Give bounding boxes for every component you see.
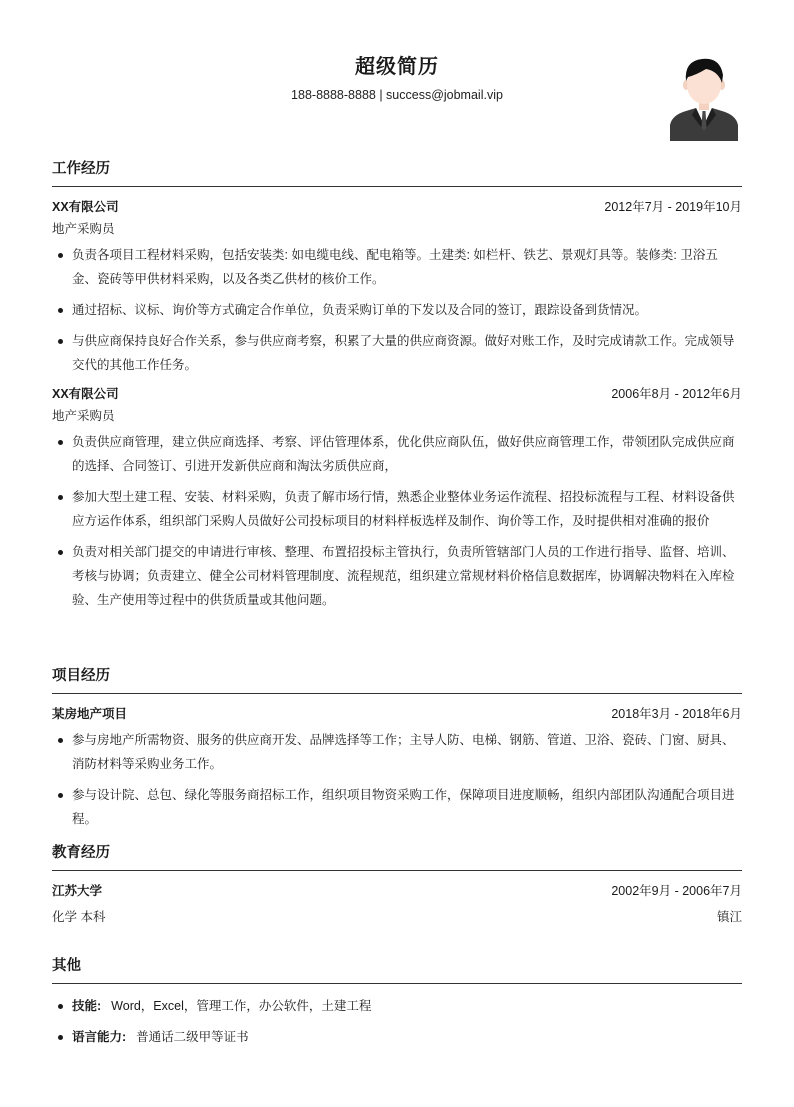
project-dates: 2018年3月 - 2018年6月 [611,707,742,721]
list-item [52,994,742,1018]
education-dates: 2002年9月 - 2006年7月 [611,884,742,898]
skills-label: 技能: [72,999,102,1013]
job-dates: 2006年8月 - 2012年6月 [611,387,742,401]
job-entry [52,197,742,377]
education-section [52,842,742,927]
list-item: 负责对相关部门提交的申请进行审核、整理、布置招投标主管执行，负责所管辖部门人员的工作进行指导、监督、培训、考核与协调；负责建立、健全公司材料管理制度、流程规范，组织建立常规材料价格信息数据库，协调解决物料在入库检验、生产使用等过程中的供货质量或其他问题。 [52,540,742,612]
list-item: 参与设计院、总包、绿化等服务商招标工作，组织项目物资采购工作，保障项目进度顺畅，组织内部团队沟通配合项目进程。 [52,783,742,831]
list-item: 负责各项目工程材料采购，包括安装类: 如电缆电线、配电箱等。土建类: 如栏杆、铁艺、景观灯具等。装修类: 卫浴五金、瓷砖等甲供材料采购，以及各类乙供材的核价工作。 [52,243,742,291]
project-section [52,665,742,838]
language-value: 普通话二级甲等证书 [136,1030,249,1044]
work-section [52,158,742,619]
education-location: 镇江 [716,910,742,924]
list-item: 参与房地产所需物资、服务的供应商开发、品牌选择等工作；主导人防、电梯、钢筋、管道、卫浴、瓷砖、门窗、厨具、消防材料等采购业务工作。 [52,728,742,776]
language-label: 语言能力: [72,1030,127,1044]
list-item [52,1025,742,1049]
project-entry [52,704,742,831]
list-item: 通过招标、议标、询价等方式确定合作单位，负责采购订单的下发以及合同的签订，跟踪设备到货情况。 [52,298,742,322]
job-role: 地产采购员 [52,409,115,423]
contact-info: 188-8888-8888 | success@jobmail.vip [291,88,503,102]
candidate-name: 超级简历 [355,56,439,78]
section-title-other: 其他 [52,955,742,984]
avatar [668,55,740,141]
education-major: 化学 本科 [52,910,106,924]
project-name: 某房地产项目 [52,707,128,721]
job-company: XX有限公司 [52,387,119,401]
skills-value: Word，Excel，管理工作，办公软件，土建工程 [111,999,372,1013]
resume-header [0,0,794,150]
section-title-work: 工作经历 [52,158,742,187]
list-item: 参加大型土建工程、安装、材料采购，负责了解市场行情，熟悉企业整体业务运作流程、招投标流程与工程、材料设备供应方运作体系，组织部门采购人员做好公司投标项目的材料样板选样及制作、询价等工作，及时提供相对准确的报价 [52,485,742,533]
job-entry [52,384,742,612]
list-item: 与供应商保持良好合作关系，参与供应商考察，积累了大量的供应商资源。做好对账工作，及时完成请款工作。完成领导交代的其他工作任务。 [52,329,742,377]
job-role: 地产采购员 [52,222,115,236]
list-item: 负责供应商管理，建立供应商选择、考察、评估管理体系，优化供应商队伍，做好供应商管理工作，带领团队完成供应商的选择、合同签订、引进开发新供应商和淘汰劣质供应商， [52,430,742,478]
job-company: XX有限公司 [52,200,119,214]
section-title-education: 教育经历 [52,842,742,871]
other-section [52,955,742,1056]
section-title-projects: 项目经历 [52,665,742,694]
job-dates: 2012年7月 - 2019年10月 [604,200,742,214]
school-name: 江苏大学 [52,884,103,898]
